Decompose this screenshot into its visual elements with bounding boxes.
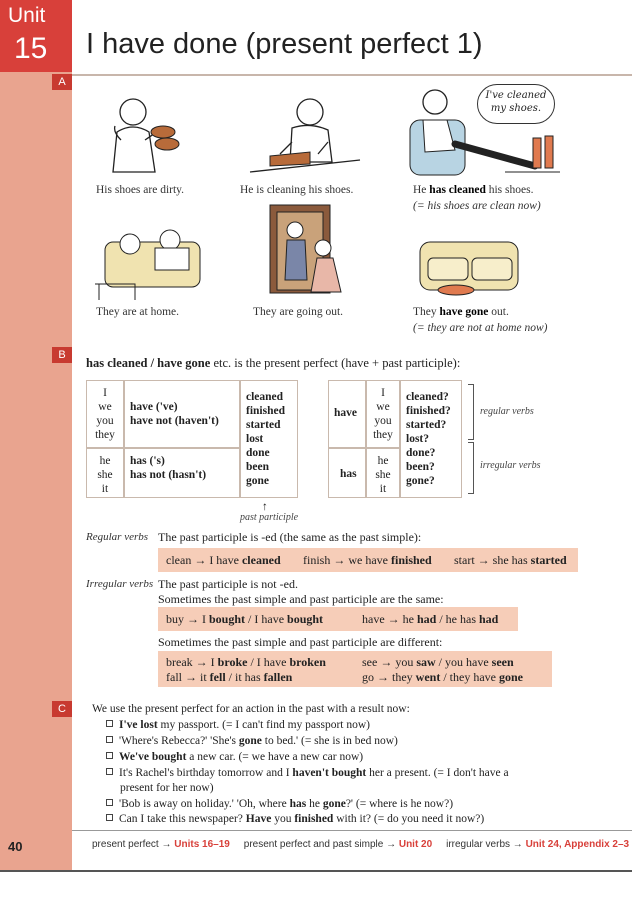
have-word bbox=[334, 406, 357, 420]
unit-word: Unit bbox=[8, 4, 46, 27]
example-bold: bought bbox=[209, 612, 246, 626]
caption-have-gone-meaning: (= they are not at home now) bbox=[413, 322, 548, 334]
checkbox-bullet-icon bbox=[106, 799, 113, 806]
irregular-rule-3: Sometimes the past simple and past participle are different: bbox=[158, 635, 443, 649]
example-bold: I've lost bbox=[119, 719, 158, 731]
pronoun: he bbox=[377, 455, 389, 467]
regular-verbs-label: Regular verbs bbox=[86, 531, 149, 543]
irregular-verbs-note: irregular verbs bbox=[480, 460, 541, 471]
example-text: / I have bbox=[245, 612, 288, 626]
example-text: / you have bbox=[435, 655, 492, 669]
empty-sofa-illustration bbox=[412, 228, 532, 306]
example-line bbox=[106, 767, 509, 779]
aux-form: has not (hasn't) bbox=[130, 469, 207, 481]
aux-form: have ('ve) bbox=[130, 401, 178, 413]
example-line bbox=[106, 813, 484, 825]
aux-form: has ('s) bbox=[130, 455, 165, 467]
example-text: go → they bbox=[362, 670, 416, 684]
dirty-shoes-illustration bbox=[95, 92, 205, 182]
caption-bold: has cleaned bbox=[429, 184, 486, 196]
past-participle-label: past participle bbox=[240, 512, 299, 523]
example-bold: finished bbox=[294, 813, 334, 825]
participle: finished? bbox=[406, 405, 451, 417]
example-bold: had bbox=[479, 612, 499, 626]
participle: lost bbox=[246, 433, 264, 445]
unit-number: 15 bbox=[14, 32, 48, 65]
caption-going-out: They are going out. bbox=[253, 306, 344, 318]
pronoun: you bbox=[374, 415, 392, 427]
at-home-sofa-illustration bbox=[95, 222, 210, 302]
caption-bold: have gone bbox=[439, 306, 489, 318]
question-pronouns-singular bbox=[366, 454, 400, 496]
unit-sidebar bbox=[0, 0, 72, 870]
example-text: clean → I have bbox=[166, 553, 242, 567]
irregular-verbs-label: Irregular verbs bbox=[86, 578, 154, 590]
footer-text: present perfect and past simple → bbox=[243, 839, 399, 850]
regular-example bbox=[454, 553, 567, 568]
regular-verbs-rule: The past participle is -ed (the same as the past simple): bbox=[158, 530, 422, 544]
pronoun: it bbox=[379, 483, 387, 495]
example-text: finish → we have bbox=[303, 553, 391, 567]
example-bold: has bbox=[289, 798, 307, 810]
example-text: Can I take this newspaper? bbox=[119, 813, 246, 825]
participle: gone? bbox=[406, 475, 435, 487]
participle: started? bbox=[406, 419, 447, 431]
pronoun: it bbox=[101, 483, 109, 495]
example-text: see → you bbox=[362, 655, 417, 669]
pronoun: we bbox=[98, 401, 112, 413]
example-bold: finished bbox=[390, 553, 432, 567]
cleaning-shoes-illustration bbox=[240, 92, 370, 182]
caption-text: They bbox=[413, 306, 440, 318]
checkbox-bullet-icon bbox=[106, 768, 113, 775]
regular-example bbox=[303, 553, 432, 568]
example-text: my passport. (= I can't find my passport now) bbox=[157, 719, 370, 731]
example-text: / I have bbox=[247, 655, 290, 669]
example-text: / it has bbox=[225, 670, 264, 684]
caption-at-home: They are at home. bbox=[96, 306, 180, 318]
example-bold: saw bbox=[416, 655, 436, 669]
example-bold: fell bbox=[209, 670, 226, 684]
caption-has-cleaned-meaning: (= his shoes are clean now) bbox=[413, 200, 541, 212]
example-bold: Have bbox=[245, 813, 272, 825]
participle: done? bbox=[406, 447, 436, 459]
bubble-line-1: I've cleaned bbox=[485, 90, 547, 101]
example-text: to bed.' (= she is in bed now) bbox=[261, 735, 398, 747]
different-form-example bbox=[166, 670, 292, 685]
caption-text: He bbox=[413, 184, 430, 196]
participle: started bbox=[246, 419, 281, 431]
example-line bbox=[106, 751, 363, 763]
page-title: I have done (present perfect 1) bbox=[86, 28, 483, 60]
footer-reference-link[interactable]: Units 16–19 bbox=[174, 839, 230, 850]
has-forms bbox=[130, 454, 206, 482]
footer-reference-link[interactable]: Unit 20 bbox=[398, 839, 433, 850]
example-line bbox=[106, 735, 398, 747]
irregular-rule-1: The past participle is not -ed. bbox=[158, 577, 298, 591]
example-bold: had bbox=[416, 612, 437, 626]
caption-cleaning-shoes: He is cleaning his shoes. bbox=[240, 184, 354, 196]
section-tab-a: A bbox=[52, 74, 72, 90]
section-b-intro bbox=[86, 356, 460, 371]
example-text: 'Where's Rebecca?' 'She's bbox=[119, 735, 239, 747]
participle: been? bbox=[406, 461, 435, 473]
participle-list bbox=[246, 390, 285, 488]
past-participle-arrow: ↑ bbox=[262, 501, 268, 513]
participle: lost? bbox=[406, 433, 429, 445]
example-text: / he has bbox=[436, 612, 479, 626]
regular-example bbox=[166, 553, 281, 568]
participle: finished bbox=[246, 405, 285, 417]
example-bold: bought bbox=[287, 612, 324, 626]
example-bold: haven't bought bbox=[292, 767, 367, 779]
example-text: 'Bob is away on holiday.' 'Oh, where bbox=[119, 798, 290, 810]
has-word bbox=[340, 467, 357, 481]
pronouns-singular bbox=[86, 454, 124, 496]
example-text: with it? (= do you need it now?) bbox=[333, 813, 485, 825]
caption-text: out. bbox=[488, 306, 509, 318]
example-text: he bbox=[306, 798, 323, 810]
checkbox-bullet-icon bbox=[106, 736, 113, 743]
pronoun: I bbox=[381, 387, 385, 399]
example-text: break → I bbox=[166, 655, 218, 669]
unit-badge bbox=[0, 0, 72, 72]
pronoun: she bbox=[375, 469, 391, 481]
section-c-intro: We use the present perfect for an action in the past with a result now: bbox=[92, 703, 410, 715]
intro-text: etc. is the present perfect (have + past participle): bbox=[210, 356, 461, 370]
caption-have-gone bbox=[413, 306, 509, 318]
participle: cleaned bbox=[246, 391, 284, 403]
aux-word: has bbox=[340, 468, 357, 480]
have-forms bbox=[130, 400, 219, 428]
checkbox-bullet-icon bbox=[106, 720, 113, 727]
going-out-door-illustration bbox=[245, 200, 365, 304]
example-line-continued: present for her now) bbox=[120, 782, 214, 794]
footer-divider bbox=[72, 830, 632, 831]
footer-cross-references bbox=[92, 839, 629, 850]
participle: been bbox=[246, 461, 269, 473]
example-line bbox=[106, 719, 370, 731]
regular-verbs-note: regular verbs bbox=[480, 406, 534, 417]
example-bold: gone bbox=[499, 670, 523, 684]
example-text: her a present. (= I don't have a bbox=[366, 767, 509, 779]
pronoun: they bbox=[95, 429, 115, 441]
intro-bold: has cleaned / have gone bbox=[86, 356, 211, 370]
same-form-example bbox=[362, 612, 498, 627]
irregular-bracket bbox=[468, 442, 474, 494]
participle: cleaned? bbox=[406, 391, 449, 403]
pronoun: we bbox=[376, 401, 390, 413]
example-line bbox=[106, 798, 453, 810]
regular-bracket bbox=[468, 384, 474, 440]
caption-text: his shoes. bbox=[485, 184, 534, 196]
example-bold: gone bbox=[322, 798, 346, 810]
irregular-rule-2: Sometimes the past simple and past participle are the same: bbox=[158, 592, 444, 606]
participle: gone bbox=[246, 475, 269, 487]
pronoun: she bbox=[97, 469, 113, 481]
example-bold: We've bought bbox=[119, 751, 187, 763]
example-text: have → he bbox=[362, 612, 417, 626]
example-bold: broken bbox=[289, 655, 326, 669]
question-participles bbox=[406, 390, 451, 488]
example-text: you bbox=[271, 813, 295, 825]
pronouns-plural bbox=[86, 386, 124, 442]
caption-dirty-shoes: His shoes are dirty. bbox=[96, 184, 185, 196]
footer-text: irregular verbs → bbox=[446, 839, 526, 850]
footer-text: present perfect → bbox=[92, 839, 175, 850]
aux-form: have not (haven't) bbox=[130, 415, 219, 427]
example-text: / they have bbox=[440, 670, 499, 684]
caption-has-cleaned bbox=[413, 184, 533, 196]
speech-bubble bbox=[477, 84, 555, 124]
example-text: a new car. (= we have a new car now) bbox=[186, 751, 364, 763]
footer-reference-link[interactable]: Unit 24, Appendix 2–3 bbox=[525, 839, 630, 850]
page-number: 40 bbox=[8, 839, 23, 854]
example-bold: fallen bbox=[263, 670, 293, 684]
different-form-example bbox=[166, 655, 326, 670]
example-bold: cleaned bbox=[241, 553, 281, 567]
example-bold: gone bbox=[238, 735, 262, 747]
example-text: fall → it bbox=[166, 670, 210, 684]
section-tab-b: B bbox=[52, 347, 72, 363]
question-pronouns-plural bbox=[366, 386, 400, 442]
pronoun: I bbox=[103, 387, 107, 399]
checkbox-bullet-icon bbox=[106, 752, 113, 759]
example-bold: started bbox=[530, 553, 567, 567]
same-form-example bbox=[166, 612, 323, 627]
pronoun: they bbox=[373, 429, 393, 441]
different-form-example bbox=[362, 655, 514, 670]
different-form-example bbox=[362, 670, 523, 685]
example-text: start → she has bbox=[454, 553, 531, 567]
example-text: buy → I bbox=[166, 612, 209, 626]
bottom-edge-strip bbox=[0, 870, 632, 872]
bubble-line-2: my shoes. bbox=[490, 103, 542, 114]
example-text: ?' (= where is he now?) bbox=[345, 798, 454, 810]
checkbox-bullet-icon bbox=[106, 814, 113, 821]
example-bold: broke bbox=[217, 655, 248, 669]
participle: done bbox=[246, 447, 270, 459]
section-tab-c: C bbox=[52, 701, 72, 717]
aux-word: have bbox=[334, 407, 357, 419]
example-bold: seen bbox=[491, 655, 514, 669]
example-text: It's Rachel's birthday tomorrow and I bbox=[119, 767, 293, 779]
pronoun: he bbox=[99, 455, 111, 467]
pronoun: you bbox=[96, 415, 114, 427]
example-bold: went bbox=[415, 670, 441, 684]
